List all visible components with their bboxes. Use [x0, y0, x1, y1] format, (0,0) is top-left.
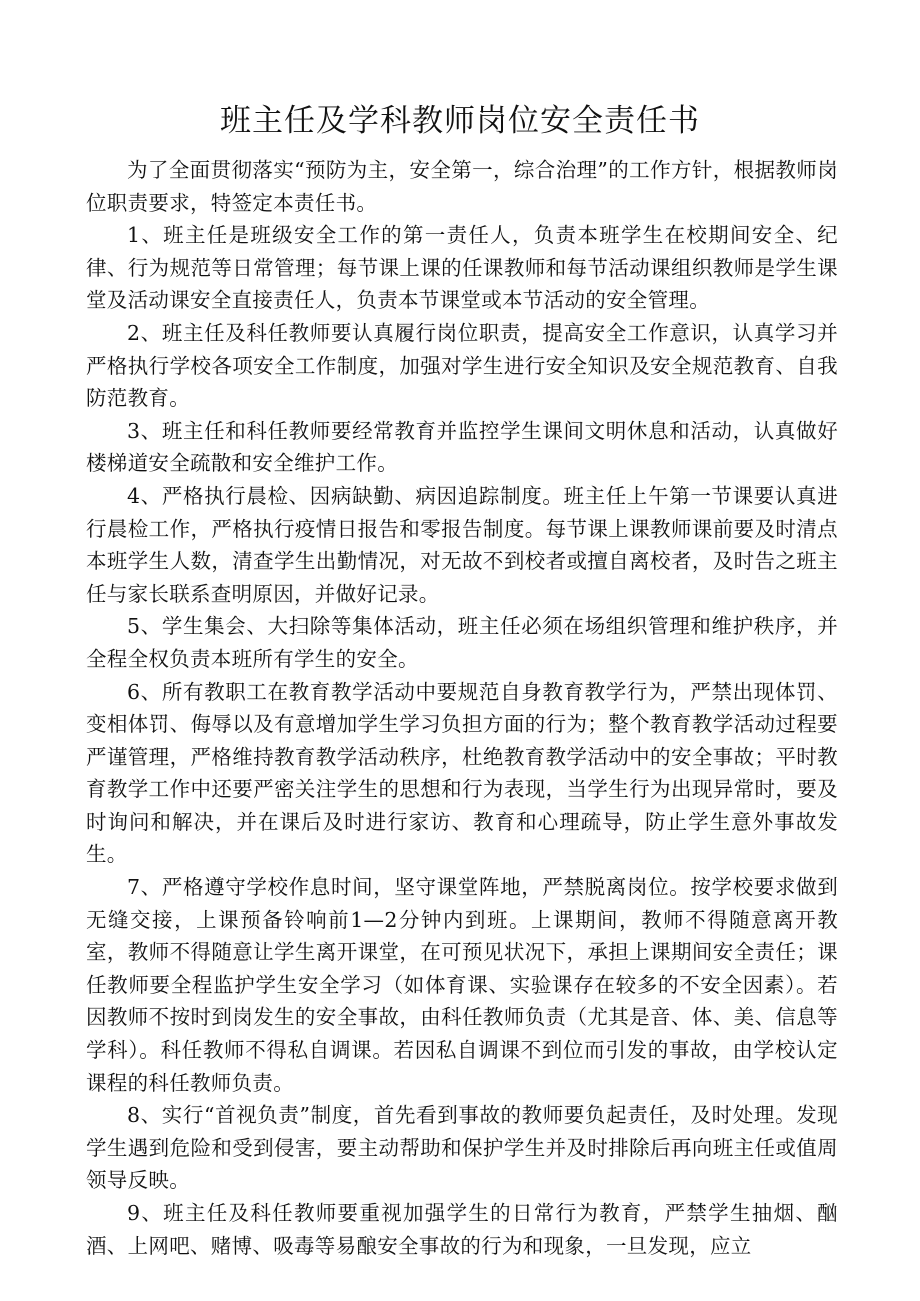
- clause-4-paragraph: 4、严格执行晨检、因病缺勤、病因追踪制度。班主任上午第一节课要认真进行晨检工作，严格执行疫情日报告和零报告制度。每节课上课教师课前要及时清点本班学生人数，清查学生出勤情况，对无故不到校者或擅自离校者，及时告之班主任与家长联系查明原因，并做好记录。: [86, 483, 838, 606]
- intro-paragraph: 为了全面贯彻落实“预防为主，安全第一，综合治理”的工作方针，根据教师岗位职责要求，特签定本责任书。: [86, 158, 838, 215]
- clause-3-paragraph: 3、班主任和科任教师要经常教育并监控学生课间文明休息和活动，认真做好楼梯道安全疏散和安全维护工作。: [86, 418, 838, 476]
- clause-6-paragraph: 6、所有教职工在教育教学活动中要规范自身教育教学行为，严禁出现体罚、变相体罚、侮辱以及有意增加学生学习负担方面的行为；整个教育教学活动过程要严谨管理，严格维持教育教学活动秩序，杜绝教育教学活动中的安全事故；平时教育教学工作中还要严密关注学生的思想和行为表现，当学生行为出现异常时，要及时询问和解决，并在课后及时进行家访、教育和心理疏导，防止学生意外事故发生。: [86, 679, 838, 867]
- document-body: [86, 154, 838, 1262]
- clause-1-paragraph: 1、班主任是班级安全工作的第一责任人，负责本班学生在校期间安全、纪律、行为规范等日常管理；每节课上课的任课教师和每节活动课组织教师是学生课堂及活动课安全直接责任人，负责本节课堂或本节活动的安全管理。: [86, 223, 838, 313]
- clause-8-paragraph: 8、实行“首视负责”制度，首先看到事故的教师要负起责任，及时处理。发现学生遇到危险和受到侵害，要主动帮助和保护学生并及时排除后再向班主任或值周领导反映。: [86, 1103, 838, 1193]
- clause-9-paragraph: 9、班主任及科任教师要重视加强学生的日常行为教育，严禁学生抽烟、酗酒、上网吧、赌博、吸毒等易酿安全事故的行为和现象，一旦发现，应立: [86, 1201, 838, 1258]
- document-title: 班主任及学科教师岗位安全责任书: [220, 103, 700, 139]
- clause-2-paragraph: 2、班主任及科任教师要认真履行岗位职责，提高安全工作意识，认真学习并严格执行学校各项安全工作制度，加强对学生进行安全知识及安全规范教育、自我防范教育。: [86, 320, 838, 411]
- clause-7-paragraph: 7、严格遵守学校作息时间，坚守课堂阵地，严禁脱离岗位。按学校要求做到无缝交接，上课预备铃响前1—2分钟内到班。上课期间，教师不得随意离开教室，教师不得随意让学生离开课堂，在可预见状况下，承担上课期间安全责任；课任教师要全程监护学生安全学习（如体育课、实验课存在较多的不安全因素）。若因教师不按时到岗发生的安全事故，由科任教师负责（尤其是音、体、美、信息等学科）。科任教师不得私自调课。若因私自调课不到位而引发的事故，由学校认定课程的科任教师负责。: [86, 875, 838, 1095]
- clause-5-paragraph: 5、学生集会、大扫除等集体活动，班主任必须在场组织管理和维护秩序，并全程全权负责本班所有学生的安全。: [86, 614, 838, 671]
